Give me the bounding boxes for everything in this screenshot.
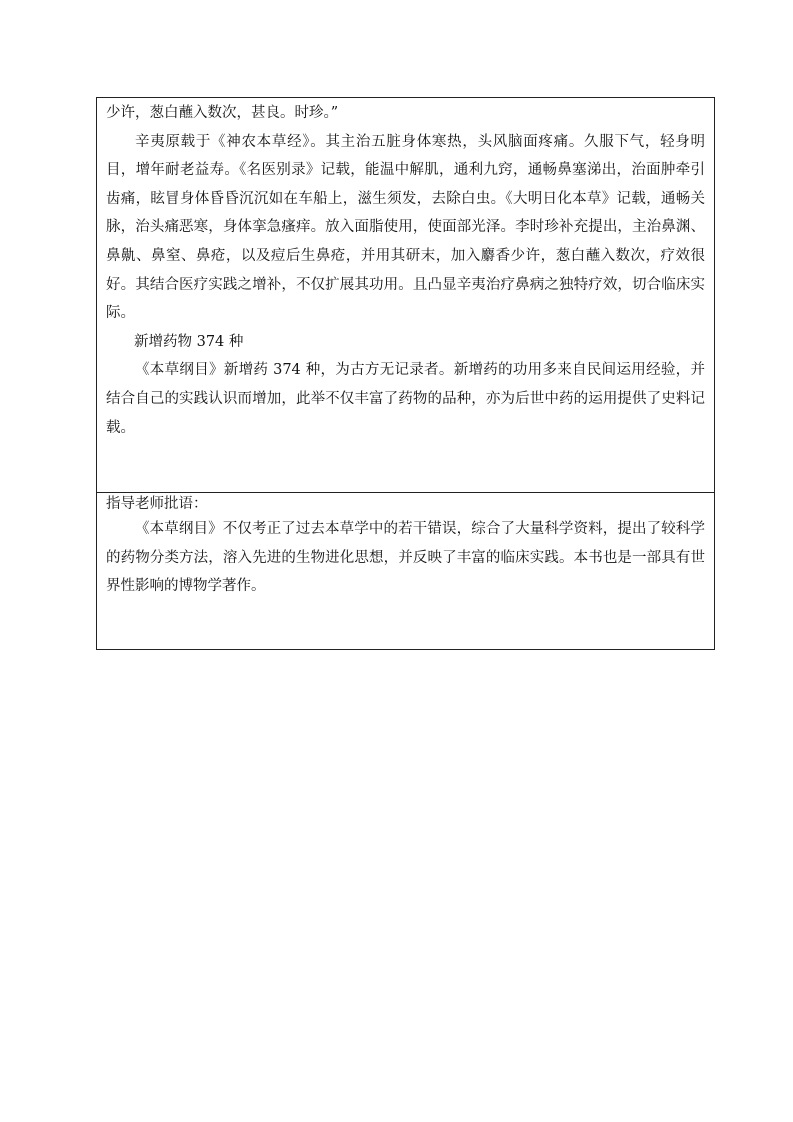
xinyi-paragraph: 辛夷原载于《神农本草经》。其主治五脏身体寒热，头风脑面疼痛。久服下气，轻身明目，增年耐老益寿。《名医别录》记载，能温中解肌，通利九窍，通畅鼻塞涕出，治面肿牵引齿痛，眩冒身体昏昏沉沉如在车船上，滋生须发，去除白虫。《大明日化本草》记载，通畅关脉，治头痛恶寒，身体挛急瘙痒。放入面脂使用，使面部光泽。李时珍补充提出，主治鼻渊、鼻鼽、鼻窒、鼻疮，以及痘后生鼻疮，并用其研末，加入麝香少许，葱白蘸入数次，疗效很好。其结合医疗实践之增补，不仅扩展其功用。且凸显辛夷治疗鼻病之独特疗效，切合临床实际。	[106, 133, 705, 322]
content-cell	[97, 98, 714, 493]
document-table	[96, 97, 715, 650]
comment-label: 指导老师批语：	[106, 496, 208, 512]
teacher-comment: 《本草纲目》不仅考正了过去本草学中的若干错误，综合了大量科学资料，提出了较科学的药物分类方法，溶入先进的生物进化思想，并反映了丰富的临床实践。本书也是一部具有世界性影响的博物学著作。	[106, 521, 705, 595]
continuation-text: 少许，葱白蘸入数次，甚良。时珍。”	[106, 105, 339, 121]
section-title: 新增药物 374 种	[134, 333, 244, 350]
new-drugs-paragraph: 《本草纲目》新增药 374 种，为古方无记录者。新增药的功用多来自民间运用经验，并结合自己的实践认识而增加，此举不仅丰富了药物的品种，亦为后世中药的运用提供了史料记载。	[106, 362, 705, 436]
comment-cell	[97, 493, 714, 649]
